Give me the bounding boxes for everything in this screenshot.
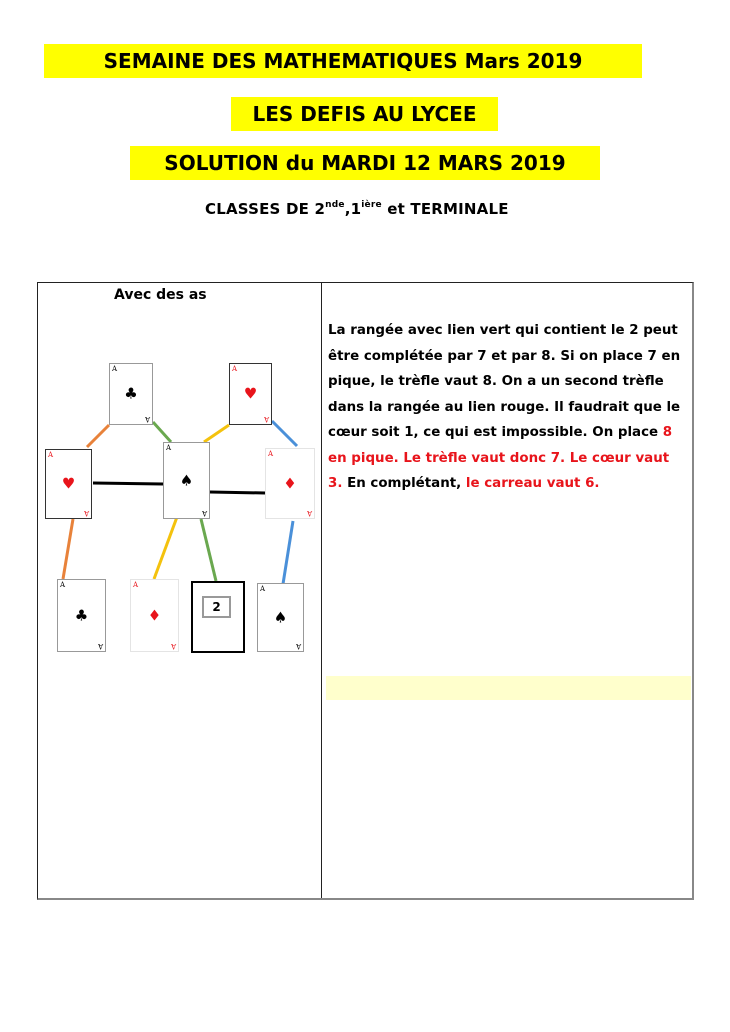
diamonds-icon: ♦ — [147, 606, 162, 624]
solution-part-2-red: 8 en pique. Le trèfle vaut donc 7. Le cœur vaut 3. — [328, 425, 673, 491]
title-solution-date: SOLUTION du MARDI 12 MARS 2019 — [130, 146, 600, 180]
card-corner: A — [201, 509, 207, 517]
solution-part-1: La rangée avec lien vert qui contient le 2 peut être complétée par 7 et par 8. Si on place 7 en pique, le trèfle vaut 8. On a un second trèfle dans la rangée au lien rouge. Il faudrait que le cœur soit 1, ce qui est impossible. On place — [328, 323, 681, 440]
card-corner: A — [144, 415, 150, 423]
hearts-icon: ♥ — [61, 474, 76, 493]
card-value-two — [191, 581, 245, 653]
card-corner: A — [263, 415, 269, 423]
solution-text — [328, 318, 688, 497]
title-defis: LES DEFIS AU LYCEE — [231, 97, 498, 131]
card-corner: A — [260, 585, 266, 593]
subtitle-mid: ,1 — [344, 200, 362, 218]
card-corner: A — [170, 642, 176, 650]
subtitle-suffix: et TERMINALE — [381, 200, 509, 218]
card-corner: A — [133, 581, 139, 589]
card-ace-spades-middle — [163, 442, 210, 519]
subtitle-sup-nde: nde — [325, 200, 345, 210]
subtitle-prefix: CLASSES DE 2 — [205, 200, 326, 218]
card-corner: A — [83, 509, 89, 517]
card-corner: A — [232, 365, 238, 373]
card-ace-clubs-top — [109, 363, 153, 425]
card-corner: A — [48, 451, 54, 459]
card-corner: A — [97, 642, 103, 650]
aces-diagram — [38, 283, 321, 901]
solution-part-3: En complétant, — [342, 476, 466, 491]
clubs-icon: ♣ — [124, 384, 138, 403]
column-divider — [321, 283, 322, 898]
diagram-title: Avec des as — [114, 287, 207, 303]
card-corner: A — [295, 642, 301, 650]
card-ace-clubs-bottom — [57, 579, 106, 652]
card-ace-spades-bottom — [257, 583, 304, 652]
card-corner: A — [166, 444, 172, 452]
empty-highlight-bar — [326, 676, 691, 700]
card-ace-hearts-middle — [45, 449, 92, 519]
clubs-icon: ♣ — [74, 606, 89, 624]
card-ace-diamonds-bottom — [130, 579, 179, 652]
solution-table — [37, 282, 694, 900]
title-semaine: SEMAINE DES MATHEMATIQUES Mars 2019 — [44, 44, 642, 78]
solution-part-4-red: le carreau vaut 6. — [465, 476, 600, 491]
card-corner: A — [306, 509, 312, 517]
card-corner: A — [60, 581, 66, 589]
hearts-icon: ♥ — [243, 384, 258, 403]
spades-icon: ♠ — [273, 608, 288, 626]
card-corner: A — [268, 450, 274, 458]
diamonds-icon: ♦ — [283, 474, 297, 492]
classes-subtitle — [205, 200, 509, 218]
card-ace-hearts-top — [229, 363, 272, 425]
card-corner: A — [112, 365, 118, 373]
value-two-label: 2 — [202, 596, 231, 618]
card-ace-diamonds-middle — [265, 448, 315, 519]
spades-icon: ♠ — [179, 471, 194, 489]
subtitle-sup-iere: ière — [361, 200, 382, 210]
